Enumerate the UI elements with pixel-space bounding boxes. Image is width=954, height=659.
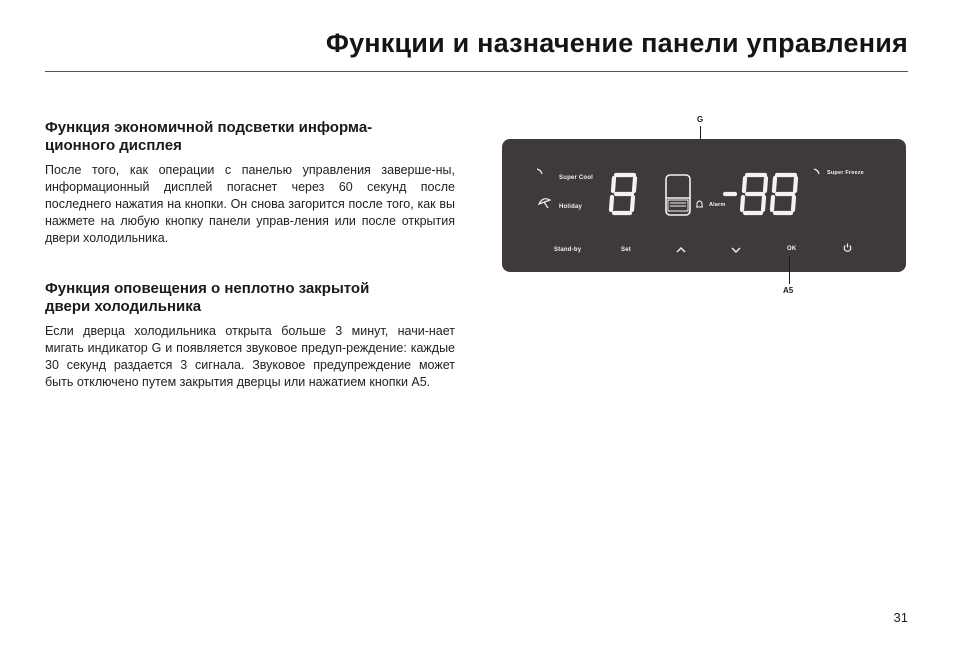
holiday-umbrella-icon	[537, 196, 553, 209]
section-paragraph: После того, как операции с панелью управления заверше-ны, информационный дисплей погаснет через 60 секунд после последнего нажатия на кнопки. Он снова загорится после того, как вы нажмете на любую кнопку панели управ-ления или после открытия двери холодильника.	[45, 163, 455, 245]
super-cool-icon	[536, 168, 544, 176]
page-number: 31	[893, 610, 908, 625]
callout-a5-label: A5	[783, 286, 794, 295]
section-heading	[45, 280, 455, 316]
standby-button[interactable]: Stand-by	[554, 247, 582, 253]
callout-g-label: G	[697, 115, 704, 124]
heading-line: ционного дисплея	[45, 137, 182, 154]
section-heading	[45, 119, 455, 155]
section-door-alarm	[45, 280, 455, 391]
heading-line: двери холодильника	[45, 298, 202, 315]
down-arrow-icon[interactable]	[731, 247, 741, 253]
ok-button[interactable]: OK	[787, 246, 797, 252]
holiday-label: Holiday	[559, 204, 583, 210]
page-title: Функции и назначение панели управления	[325, 28, 908, 58]
fridge-temperature-display	[609, 172, 639, 216]
set-button[interactable]: Set	[621, 247, 631, 253]
super-cool-label: Super Cool	[559, 175, 594, 181]
section-display-backlight	[45, 119, 455, 247]
super-freeze-label: Super Freeze	[827, 170, 864, 176]
fridge-icon	[665, 174, 691, 216]
up-arrow-icon[interactable]	[676, 247, 686, 253]
callout-a5-line	[789, 256, 790, 284]
super-freeze-icon	[813, 168, 821, 176]
heading-line: Функция оповещения о неплотно закрытой	[45, 280, 370, 297]
section-paragraph: Если дверца холодильника открыта больше 3 минут, начи-нает мигать индикатор G и появляется звуковое предуп-реждение: каждые 30 секунд раздается 3 сигнала. Звуковое предупреждение может быть отключено путем закрытия дверцы или нажатием кнопки A5.	[45, 324, 455, 389]
title-divider	[45, 71, 908, 72]
alarm-label: Alarm	[709, 202, 726, 208]
alarm-bell-icon	[695, 199, 704, 209]
heading-line: Функция экономичной подсветки информа-	[45, 119, 373, 136]
power-icon[interactable]	[843, 243, 852, 252]
freezer-temperature-display	[722, 172, 802, 216]
control-panel	[502, 139, 906, 272]
